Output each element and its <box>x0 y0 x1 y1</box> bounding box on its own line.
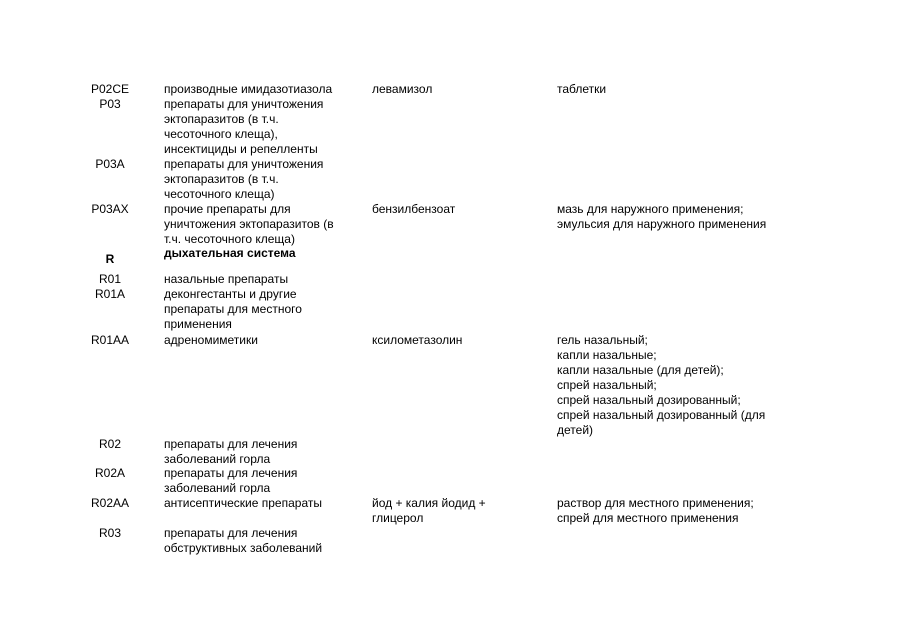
text-line: спрей назальный; <box>557 378 657 392</box>
text-line: препараты для лечения <box>164 466 298 480</box>
text-line: дыхательная система <box>164 246 296 260</box>
atc-group-name <box>164 496 360 511</box>
text-line: заболеваний горла <box>164 452 271 466</box>
atc-code: R01 <box>98 272 121 286</box>
text-line: глицерол <box>372 511 424 525</box>
atc-group-name <box>164 526 360 556</box>
atc-code: P03 <box>99 97 121 111</box>
text-line: назальные препараты <box>164 272 289 286</box>
atc-code: P03A <box>95 157 125 171</box>
text-line: применения <box>164 317 232 331</box>
text-line: мазь для наружного применения; <box>557 202 744 216</box>
text-line: капли назальные; <box>557 348 657 362</box>
text-line: капли назальные (для детей); <box>557 363 724 377</box>
text-line: препараты для лечения <box>164 526 298 540</box>
text-line: спрей для местного применения <box>557 511 739 525</box>
atc-code: R02 <box>98 437 121 451</box>
text-line: детей) <box>557 423 594 437</box>
text-line: ксилометазолин <box>372 333 463 347</box>
drug-name <box>372 333 542 348</box>
text-line: препараты для местного <box>164 302 302 316</box>
atc-group-name <box>164 82 360 97</box>
text-line: гель назальный; <box>557 333 648 347</box>
text-line: эктопаразитов (в т.ч. <box>164 172 279 186</box>
text-line: спрей назальный дозированный (для <box>557 408 766 422</box>
text-line: т.ч. чесоточного клеща) <box>164 232 295 246</box>
drug-name <box>372 496 542 526</box>
text-line: препараты для уничтожения <box>164 157 324 171</box>
atc-code: R02A <box>94 466 126 480</box>
atc-code: R <box>105 252 115 266</box>
text-line: обструктивных заболеваний <box>164 541 323 555</box>
dosage-form <box>557 333 802 438</box>
atc-group-name <box>164 287 360 332</box>
text-line: антисептические препараты <box>164 496 322 510</box>
text-line: адреномиметики <box>164 333 258 347</box>
atc-code: R01A <box>94 287 126 301</box>
atc-code: R03 <box>98 526 121 540</box>
atc-group-name <box>164 333 360 348</box>
text-line: прочие препараты для <box>164 202 291 216</box>
atc-group-name <box>164 202 360 247</box>
text-line: препараты для уничтожения <box>164 97 324 111</box>
atc-code: P03AX <box>91 202 129 216</box>
atc-group-name <box>164 272 360 287</box>
text-line: спрей назальный дозированный; <box>557 393 741 407</box>
atc-group-name <box>164 466 360 496</box>
text-line: эмульсия для наружного применения <box>557 217 767 231</box>
text-line: чесоточного клеща) <box>164 187 275 201</box>
atc-group-name <box>164 97 360 157</box>
text-line: таблетки <box>557 82 607 96</box>
drug-name <box>372 82 542 97</box>
dosage-form <box>557 202 802 232</box>
dosage-form <box>557 496 802 526</box>
text-line: эктопаразитов (в т.ч. <box>164 112 279 126</box>
text-line: йод + калия йодид + <box>372 496 486 510</box>
atc-group-name <box>164 437 360 467</box>
text-line: деконгестанты и другие <box>164 287 297 301</box>
text-line: заболеваний горла <box>164 481 271 495</box>
text-line: чесоточного клеща), <box>164 127 278 141</box>
text-line: инсектициды и репелленты <box>164 142 318 156</box>
atc-code: R02AA <box>90 496 130 510</box>
atc-code: R01AA <box>90 333 130 347</box>
text-line: препараты для лечения <box>164 437 298 451</box>
atc-group-name <box>164 246 360 261</box>
atc-group-name <box>164 157 360 202</box>
atc-code: P02CE <box>90 82 130 96</box>
dosage-form <box>557 82 802 97</box>
text-line: левамизол <box>372 82 433 96</box>
drug-name <box>372 202 542 217</box>
text-line: уничтожения эктопаразитов (в <box>164 217 334 231</box>
text-line: бензилбензоат <box>372 202 456 216</box>
text-line: производные имидазотиазола <box>164 82 333 96</box>
text-line: раствор для местного применения; <box>557 496 754 510</box>
